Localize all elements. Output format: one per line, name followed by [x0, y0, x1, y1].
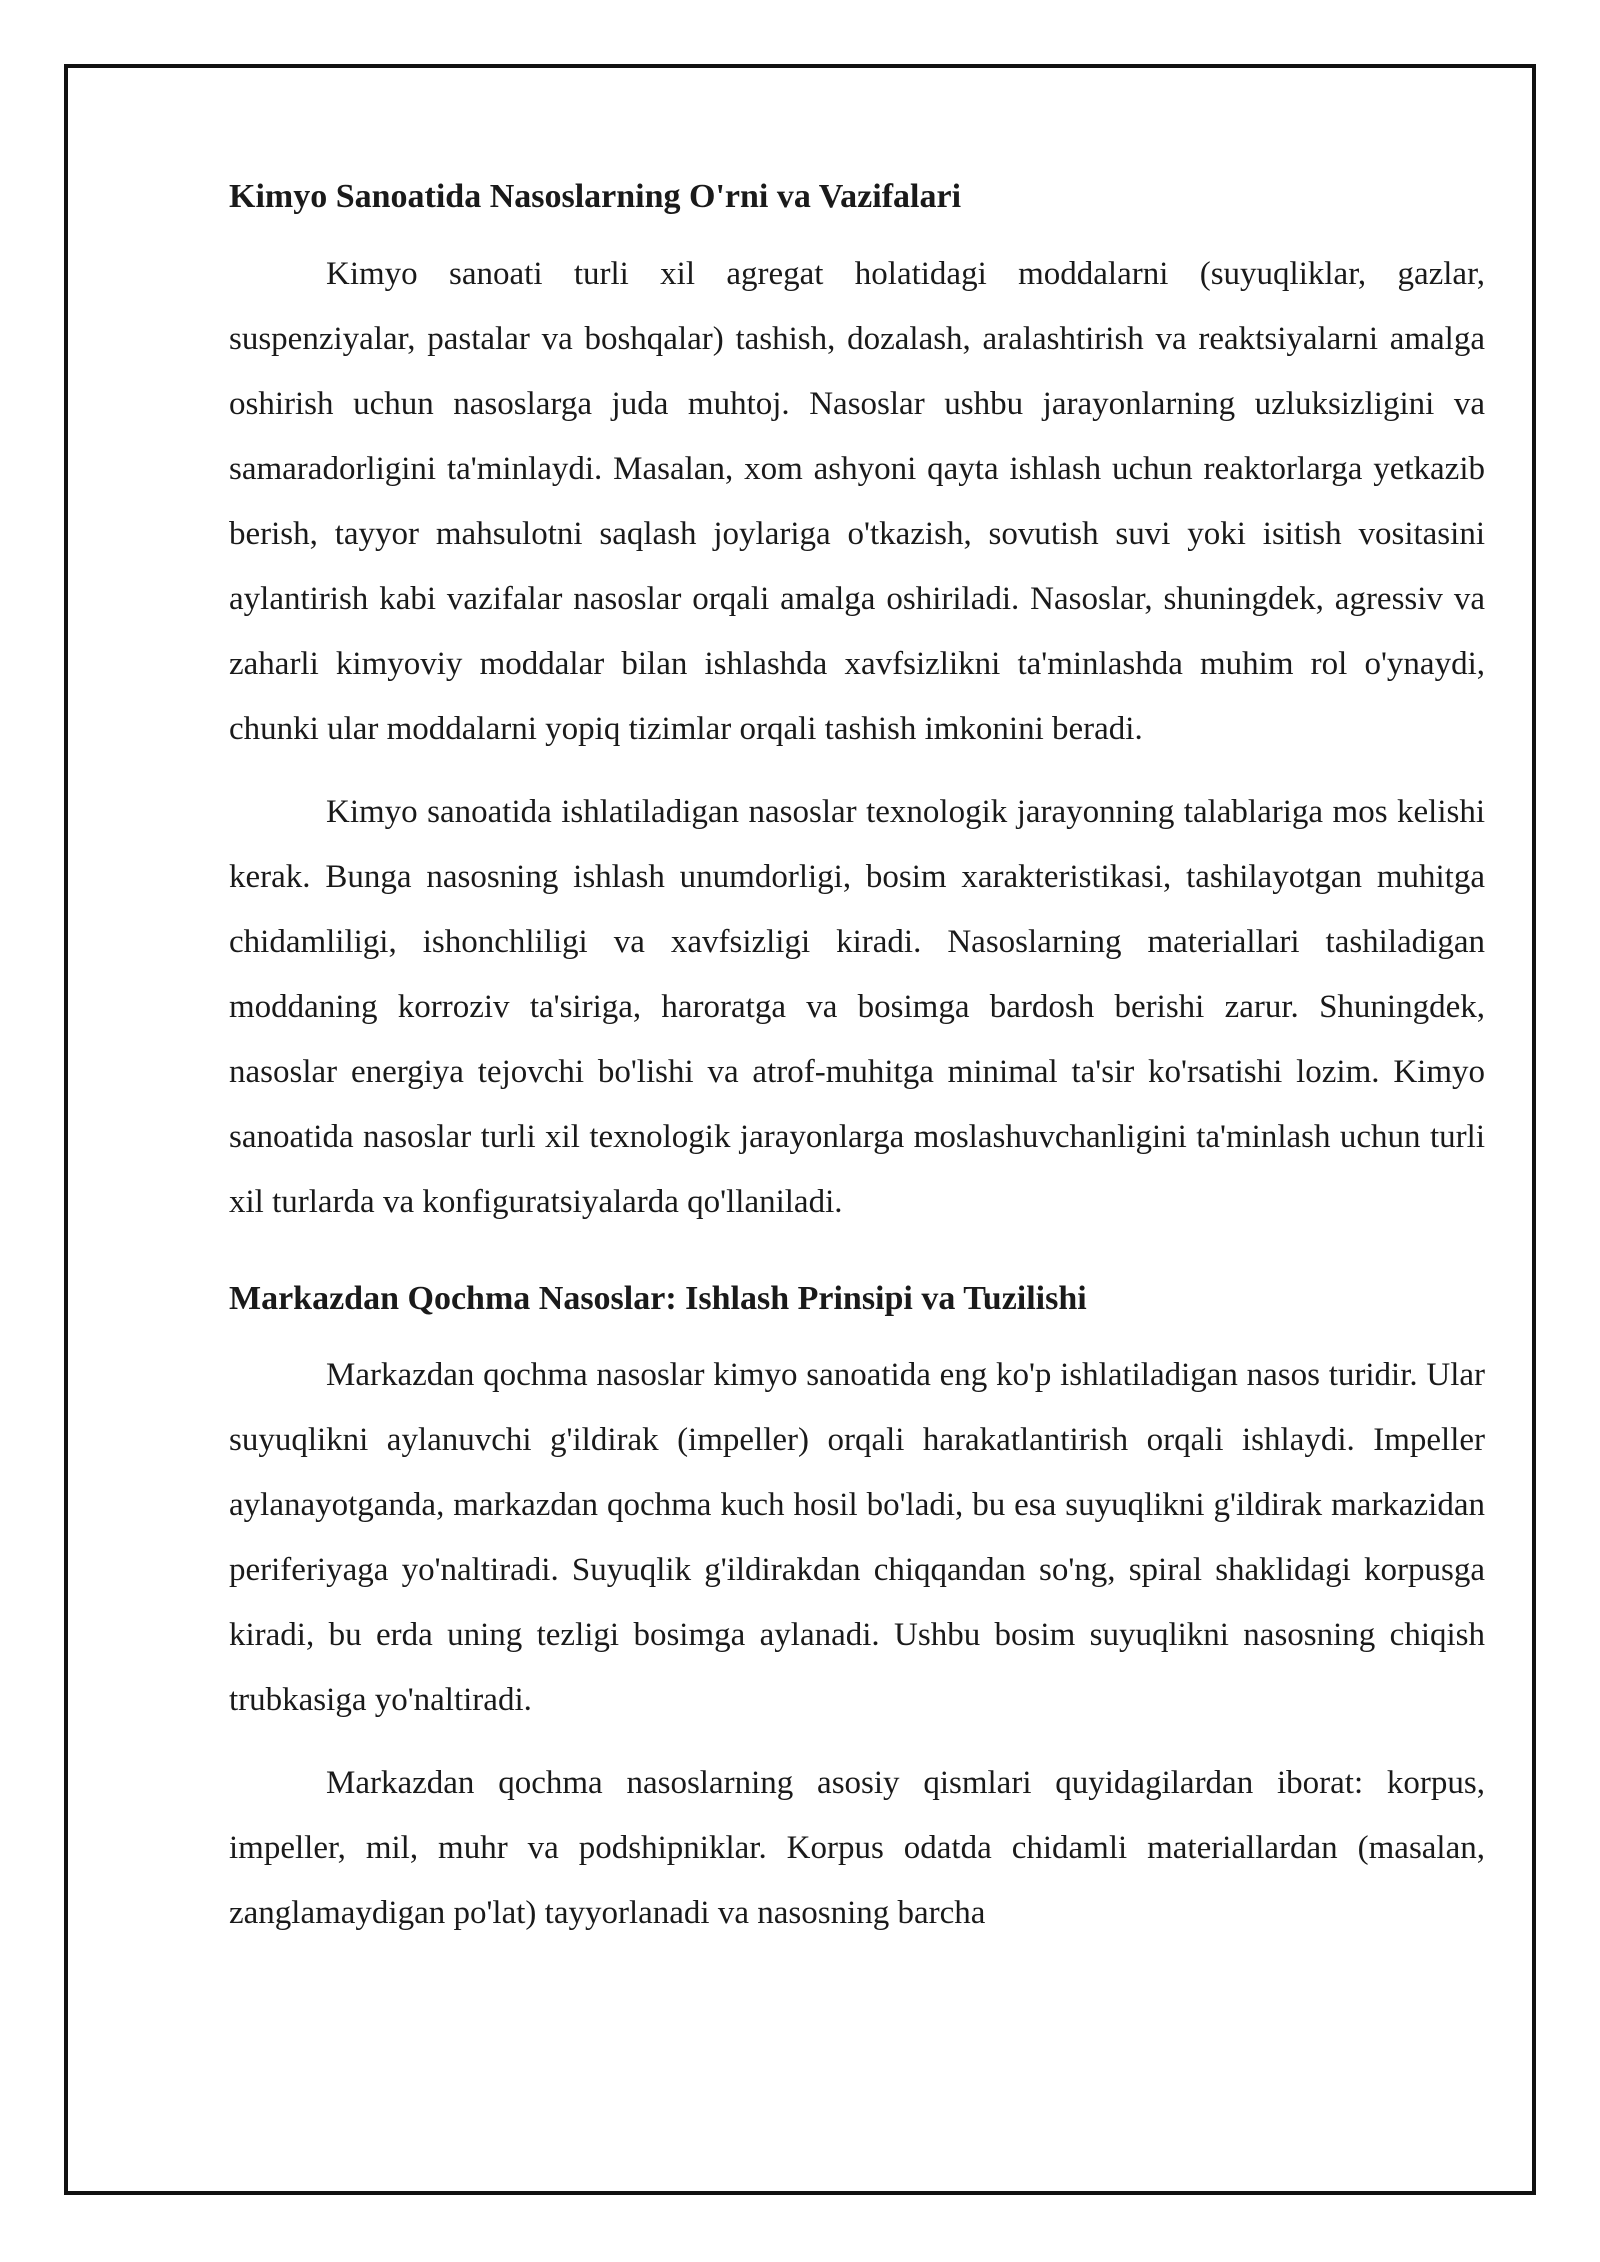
- paragraph-centrifugal-principle: Markazdan qochma nasoslar kimyo sanoatida eng ko'p ishlatiladigan nasos turidir. Ular suyuqlikni aylanuvchi g'ildirak (impeller) orqali harakatlantirish orqali ishlaydi. Impeller aylanayotganda, markazdan qochma kuch hosil bo'ladi, bu esa suyuqlikni g'ildirak markazidan periferiyaga yo'naltiradi. Suyuqlik g'ildirakdan chiqqandan so'ng, spiral shaklidagi korpusga kiradi, bu erda uning tezligi bosimga aylanadi. Ushbu bosim suyuqlikni nasosning chiqish trubkasiga yo'naltiradi.: [229, 1357, 1485, 1718]
- paragraph-pump-requirements: Kimyo sanoatida ishlatiladigan nasoslar texnologik jarayonning talablariga mos kelishi kerak. Bunga nasosning ishlash unumdorligi, bosim xarakteristikasi, tashilayotgan muhitga chidamliligi, ishonchliligi va xavfsizligi kiradi. Nasoslarning materiallari tashiladigan moddaning korroziv ta'siriga, haroratga va bosimga bardosh berishi zarur. Shuningdek, nasoslar energiya tejovchi bo'lishi va atrof-muhitga minimal ta'sir ko'rsatishi lozim. Kimyo sanoatida nasoslar turli xil texnologik jarayonlarga moslashuvchanligini ta'minlash uchun turli xil turlarda va konfiguratsiyalarda qo'llaniladi.: [229, 794, 1485, 1220]
- paragraph-centrifugal-parts: Markazdan qochma nasoslarning asosiy qismlari quyidagilardan iborat: korpus, impeller, mil, muhr va podshipniklar. Korpus odatda chidamli materiallardan (masalan, zanglamaydigan po'lat) tayyorlanadi va nasosning barcha: [229, 1765, 1485, 1931]
- document-body: [229, 173, 1485, 1946]
- section-heading-role-of-pumps: Kimyo Sanoatida Nasoslarning O'rni va Vazifalari: [229, 178, 962, 215]
- section-heading-centrifugal-pumps: Markazdan Qochma Nasoslar: Ishlash Prinsipi va Tuzilishi: [229, 1280, 1087, 1317]
- paragraph-pump-need: Kimyo sanoati turli xil agregat holatidagi moddalarni (suyuqliklar, gazlar, suspenziyalar, pastalar va boshqalar) tashish, dozalash, aralashtirish va reaktsiyalarni amalga oshirish uchun nasoslarga juda muhtoj. Nasoslar ushbu jarayonlarning uzluksizligini va samaradorligini ta'minlaydi. Masalan, xom ashyoni qayta ishlash uchun reaktorlarga yetkazib berish, tayyor mahsulotni saqlash joylariga o'tkazish, sovutish suvi yoki isitish vositasini aylantirish kabi vazifalar nasoslar orqali amalga oshiriladi. Nasoslar, shuningdek, agressiv va zaharli kimyoviy moddalar bilan ishlashda xavfsizlikni ta'minlashda muhim rol o'ynaydi, chunki ular moddalarni yopiq tizimlar orqali tashish imkonini beradi.: [229, 256, 1485, 747]
